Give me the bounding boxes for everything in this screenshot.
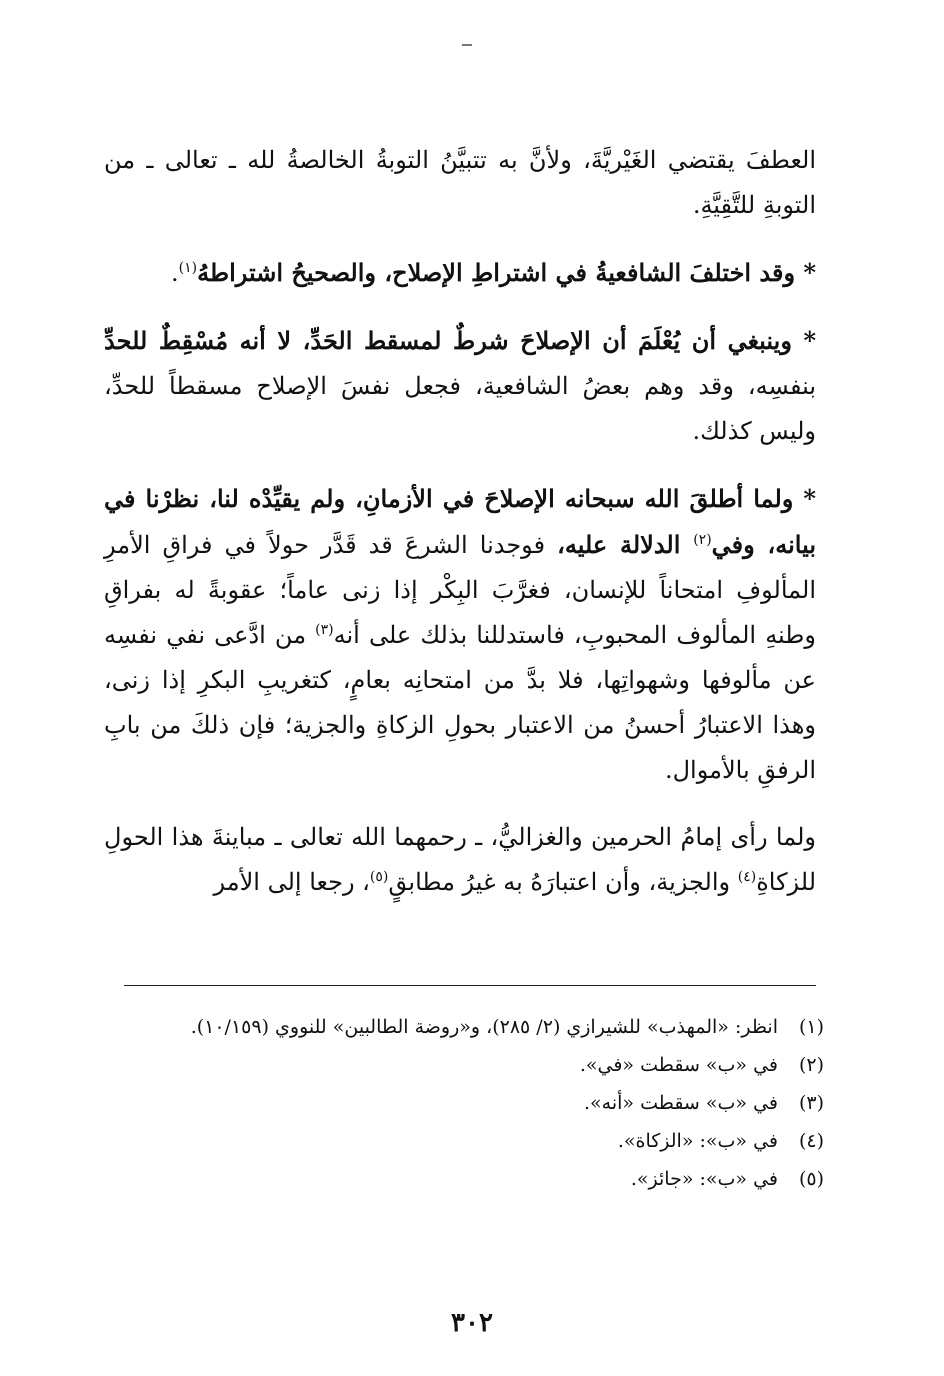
text-run: والجزية، وأن اعتبارَهُ به غيرُ مطابقٍ bbox=[388, 868, 738, 896]
footnotes bbox=[104, 1008, 824, 1198]
footnote-text: في «ب» سقطت «أنه». bbox=[584, 1092, 778, 1114]
text-run: العطفَ يقتضي الغَيْريَّةَ، ولأنَّ به تتبيَّنُ التوبةُ الخالصةُ لله ـ تعالى ـ من التوبةِ للتَّقِيَّةِ. bbox=[104, 146, 816, 219]
paragraph bbox=[104, 815, 816, 905]
footnote-text: في «ب» سقطت «في». bbox=[579, 1054, 778, 1076]
footnote-ref: (٣) bbox=[315, 622, 334, 638]
footnote-ref: (٢) bbox=[693, 532, 712, 548]
paragraph bbox=[104, 318, 816, 454]
paragraph bbox=[104, 250, 816, 296]
bold-text: * وقد اختلفَ الشافعيةُ في اشتراطِ الإصلاح، والصحيحُ اشتراطهُ bbox=[197, 258, 816, 287]
footnote bbox=[104, 1160, 824, 1198]
paragraph bbox=[104, 476, 816, 793]
bold-text: * وينبغي أن يُعْلَمَ أن الإصلاحَ شرطٌ لمسقط الحَدِّ، لا أنه مُسْقِطٌ للحدِّ bbox=[104, 326, 816, 355]
text-run: من ادَّعى نفي نفسِه عن مألوفها وشهواتِها، فلا بدَّ من امتحانِه بعامٍ، كتغريبِ البكرِ إذا زنى، وهذا الاعتبارُ أحسنُ من الاعتبار بحولِ الزكاةِ والجزية؛ فإن ذلكَ من بابِ الرفقِ بالأموال. bbox=[104, 621, 817, 784]
top-mark bbox=[462, 44, 472, 46]
footnote-number: (٤) bbox=[798, 1130, 824, 1152]
footnote-text: في «ب»: «جائز». bbox=[630, 1168, 778, 1190]
text-run: فوجدنا الشرعَ قد قَدَّر حولاً في فراقِ الأمرِ المألوفِ امتحاناً للإنسان، فغرَّبَ البِكْر إذا زنى عاماً؛ عقوبةً له بفراقِ وطنهِ المألوف المحبوبِ، فاستدللنا بذلك على أنه bbox=[104, 531, 816, 649]
footnote-number: (٣) bbox=[798, 1092, 824, 1114]
footnote bbox=[104, 1046, 824, 1084]
footnote-ref: (٥) bbox=[369, 869, 389, 885]
footnote-text: في «ب»: «الزكاة». bbox=[617, 1130, 778, 1152]
text-run: ولما رأى إمامُ الحرمين والغزاليُّ، ـ رحمهما الله تعالى ـ مباينةَ هذا الحولِ للزكاةِ bbox=[104, 823, 816, 896]
bold-text: الدلالة عليه، bbox=[557, 530, 694, 559]
footnote-separator bbox=[124, 985, 816, 986]
text-run: . bbox=[171, 259, 179, 287]
page-number: ٣٠٢ bbox=[451, 1308, 493, 1338]
footnote-number: (٥) bbox=[798, 1168, 824, 1190]
footnote-text: انظر: «المهذب» للشيرازي (٢/ ٢٨٥)، و«روضة الطالبين» للنووي (١٠/١٥٩). bbox=[190, 1016, 778, 1038]
footnote bbox=[104, 1122, 824, 1160]
text-run: بنفسِه، وقد وهم بعضُ الشافعية، فجعل نفسَ الإصلاح مسقطاً للحدِّ، وليس كذلك. bbox=[104, 372, 816, 445]
footnote-number: (١) bbox=[798, 1016, 824, 1038]
footnote bbox=[104, 1084, 824, 1122]
paragraph bbox=[104, 138, 816, 228]
footnote-ref: (٤) bbox=[737, 869, 757, 885]
footnote-number: (٢) bbox=[798, 1054, 824, 1076]
text-run: ، رجعا إلى الأمر bbox=[213, 868, 370, 896]
footnote bbox=[104, 1008, 824, 1046]
bold-text: * ولما أطلقَ الله سبحانه الإصلاحَ في الأزمانِ، ولم يقيِّدْه لنا، نظرْنا في بيانه، وفي bbox=[104, 484, 817, 559]
main-text bbox=[104, 138, 816, 927]
footnote-ref: (١) bbox=[178, 260, 198, 276]
